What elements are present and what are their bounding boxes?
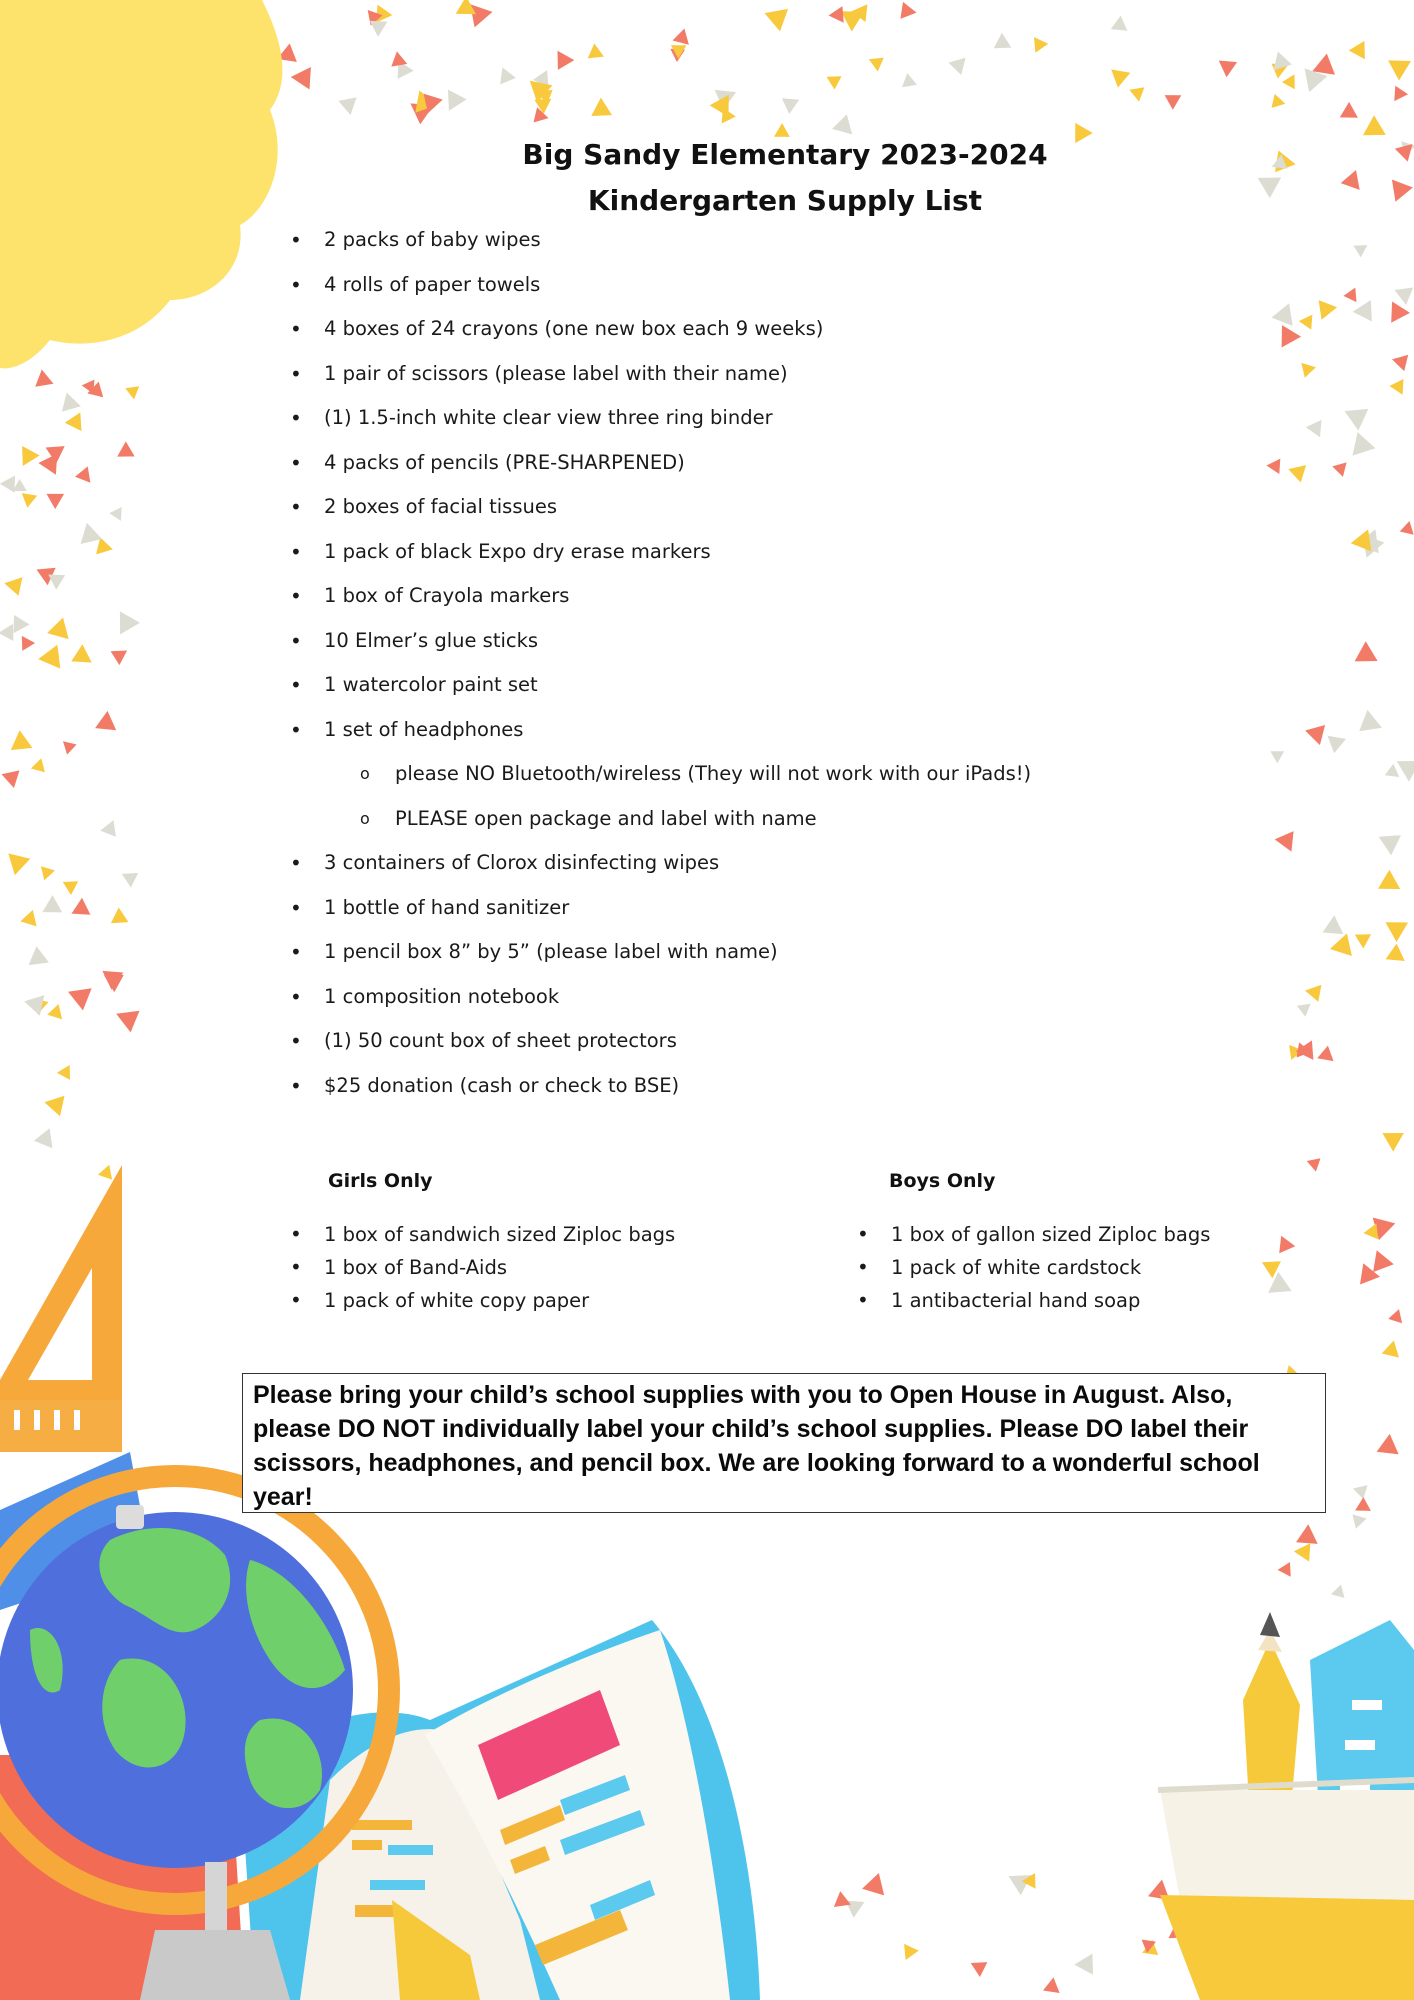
supply-item bbox=[288, 975, 1168, 1020]
confetti-triangle bbox=[1373, 1250, 1394, 1272]
confetti-triangle bbox=[47, 618, 69, 640]
confetti-triangle bbox=[1111, 69, 1130, 87]
confetti-triangle bbox=[558, 51, 575, 70]
confetti-triangle bbox=[1386, 922, 1409, 942]
confetti-triangle bbox=[20, 910, 36, 927]
girls-only-list bbox=[288, 1218, 675, 1317]
confetti-triangle bbox=[1323, 915, 1344, 934]
item-text: PLEASE open package and label with name bbox=[395, 806, 817, 830]
confetti-triangle bbox=[834, 1891, 851, 1907]
item-text: 4 packs of pencils (PRE-SHARPENED) bbox=[324, 450, 685, 474]
supply-item bbox=[288, 352, 1168, 397]
confetti-triangle bbox=[125, 386, 139, 399]
supply-item bbox=[288, 485, 1168, 530]
boys-only-item bbox=[855, 1284, 1210, 1317]
bullet-marker: • bbox=[290, 539, 302, 564]
bullet-marker: • bbox=[290, 450, 302, 475]
item-text: (1) 50 count box of sheet protectors bbox=[324, 1029, 677, 1052]
confetti-triangle bbox=[11, 730, 33, 750]
confetti-triangle bbox=[31, 758, 45, 772]
confetti-triangle bbox=[1330, 933, 1352, 956]
supply-item bbox=[288, 663, 1168, 708]
boys-only-item bbox=[855, 1218, 1210, 1251]
confetti-triangle bbox=[1353, 432, 1376, 456]
item-text: 4 boxes of 24 crayons (one new box each 9 weeks) bbox=[324, 317, 824, 340]
confetti-triangle bbox=[1378, 870, 1400, 889]
confetti-triangle bbox=[4, 577, 22, 596]
item-text: 1 set of headphones bbox=[324, 717, 524, 741]
confetti-triangle bbox=[1352, 1514, 1366, 1528]
confetti-triangle bbox=[1307, 1158, 1321, 1171]
supply-item bbox=[288, 441, 1168, 486]
confetti-triangle bbox=[1319, 300, 1338, 320]
confetti-triangle bbox=[827, 76, 842, 89]
confetti-triangle bbox=[370, 21, 388, 37]
supply-list bbox=[288, 218, 1168, 1108]
confetti-triangle bbox=[1317, 1046, 1333, 1062]
confetti-triangle bbox=[38, 645, 60, 669]
confetti-triangle bbox=[1386, 944, 1405, 961]
boys-only-item bbox=[855, 1251, 1210, 1284]
confetti-triangle bbox=[1377, 1434, 1399, 1454]
bullet-marker: • bbox=[290, 895, 302, 920]
confetti-triangle bbox=[14, 615, 30, 633]
confetti-triangle bbox=[29, 946, 49, 965]
item-text: (1) 1.5-inch white clear view three ring binder bbox=[324, 406, 773, 429]
bullet-marker: • bbox=[290, 406, 302, 430]
item-text: 1 pack of white cardstock bbox=[891, 1256, 1142, 1279]
item-text: 1 antibacterial hand soap bbox=[891, 1289, 1141, 1312]
bullet-marker: • bbox=[290, 495, 302, 519]
confetti-triangle bbox=[63, 881, 78, 895]
item-text: 1 pack of white copy paper bbox=[324, 1289, 590, 1312]
confetti-triangle bbox=[1379, 835, 1401, 855]
confetti-triangle bbox=[0, 476, 15, 493]
confetti-triangle bbox=[1341, 170, 1360, 190]
confetti-triangle bbox=[1395, 288, 1414, 305]
confetti-triangle bbox=[111, 651, 128, 666]
bullet-marker: • bbox=[290, 984, 302, 1009]
confetti-triangle bbox=[1353, 245, 1367, 257]
bullet-marker: • bbox=[290, 717, 302, 742]
boys-only-list bbox=[855, 1218, 1210, 1317]
confetti-triangle bbox=[22, 636, 35, 651]
confetti-triangle bbox=[1305, 985, 1321, 1002]
confetti-triangle bbox=[1034, 37, 1048, 53]
confetti-triangle bbox=[2, 770, 20, 788]
confetti-triangle bbox=[1275, 831, 1294, 852]
sub-bullet-marker: o bbox=[360, 764, 370, 783]
bullet-marker: • bbox=[290, 1222, 302, 1246]
confetti-triangle bbox=[904, 1944, 919, 1960]
item-text: 1 box of Band-Aids bbox=[324, 1256, 508, 1279]
confetti-triangle bbox=[1301, 363, 1316, 378]
confetti-triangle bbox=[1266, 459, 1280, 474]
confetti-triangle bbox=[41, 866, 55, 880]
confetti-triangle bbox=[117, 441, 135, 456]
confetti-triangle bbox=[100, 820, 116, 837]
confetti-triangle bbox=[994, 33, 1012, 49]
confetti-triangle bbox=[470, 4, 492, 27]
confetti-triangle bbox=[1297, 1004, 1311, 1017]
item-text: 4 rolls of paper towels bbox=[324, 272, 541, 296]
confetti-triangle bbox=[44, 1096, 64, 1117]
confetti-triangle bbox=[900, 2, 916, 19]
confetti-triangle bbox=[47, 1004, 62, 1019]
bullet-marker: • bbox=[857, 1288, 869, 1312]
confetti-triangle bbox=[47, 494, 65, 509]
confetti-triangle bbox=[122, 873, 138, 888]
confetti-triangle bbox=[1129, 87, 1144, 101]
confetti-triangle bbox=[1355, 934, 1371, 948]
confetti-triangle bbox=[1388, 1309, 1402, 1323]
confetti-triangle bbox=[48, 575, 65, 590]
bullet-marker: • bbox=[290, 1255, 302, 1279]
confetti-triangle bbox=[1294, 1543, 1311, 1561]
confetti-triangle bbox=[1397, 761, 1414, 782]
confetti-triangle bbox=[500, 67, 516, 84]
confetti-triangle bbox=[869, 58, 884, 72]
confetti-triangle bbox=[42, 895, 62, 912]
confetti-triangle bbox=[588, 44, 604, 59]
bullet-marker: • bbox=[290, 361, 302, 386]
confetti-triangle bbox=[120, 611, 140, 634]
supply-item bbox=[288, 619, 1168, 664]
confetti-triangle bbox=[111, 908, 128, 924]
confetti-triangle bbox=[448, 90, 467, 111]
school-name-year: Big Sandy Elementary 2023-2024 bbox=[522, 138, 1048, 171]
confetti-triangle bbox=[1345, 409, 1369, 431]
item-text: please NO Bluetooth/wireless (They will not work with our iPads!) bbox=[395, 762, 1032, 785]
confetti-triangle bbox=[1353, 1485, 1368, 1499]
confetti-triangle bbox=[1074, 1954, 1093, 1975]
confetti-triangle bbox=[1270, 751, 1284, 763]
confetti-triangle bbox=[1282, 325, 1302, 347]
confetti-triangle bbox=[34, 1128, 53, 1148]
notice-box bbox=[242, 1373, 1326, 1513]
confetti-triangle bbox=[22, 446, 40, 466]
item-text: 1 box of sandwich sized Ziploc bags bbox=[324, 1223, 676, 1246]
confetti-triangle bbox=[98, 1165, 112, 1180]
girls-only-item bbox=[288, 1284, 675, 1317]
bullet-marker: • bbox=[857, 1255, 869, 1279]
confetti-triangle bbox=[1332, 462, 1346, 477]
confetti-triangle bbox=[1391, 302, 1410, 323]
confetti-triangle bbox=[1343, 288, 1356, 303]
confetti-triangle bbox=[1364, 1223, 1379, 1239]
confetti-triangle bbox=[829, 6, 844, 23]
girls-only-item bbox=[288, 1218, 675, 1251]
confetti-triangle bbox=[1299, 315, 1313, 330]
confetti-triangle bbox=[1392, 180, 1413, 202]
confetti-triangle bbox=[65, 412, 82, 431]
item-text: 10 Elmer’s glue sticks bbox=[324, 628, 539, 652]
list-title: Kindergarten Supply List bbox=[587, 184, 983, 217]
item-text: 2 boxes of facial tissues bbox=[324, 495, 558, 518]
bullet-marker: • bbox=[290, 228, 302, 252]
triangle-ruler-icon bbox=[0, 1165, 122, 1452]
yellow-blob bbox=[0, 0, 282, 368]
confetti-triangle bbox=[673, 29, 689, 45]
item-text: 1 pack of black Expo dry erase markers bbox=[324, 539, 711, 563]
supply-item bbox=[288, 841, 1168, 886]
bullet-marker: • bbox=[290, 673, 302, 697]
item-text: 1 watercolor paint set bbox=[324, 673, 538, 696]
boys-only-heading: Boys Only bbox=[889, 1170, 996, 1192]
confetti-triangle bbox=[1395, 144, 1413, 162]
supply-item bbox=[288, 1019, 1168, 1064]
confetti-triangle bbox=[1349, 41, 1365, 59]
confetti-triangle bbox=[1306, 420, 1322, 437]
pencil-cup-icon bbox=[1158, 1612, 1414, 2000]
confetti-triangle bbox=[35, 370, 53, 387]
supply-item bbox=[288, 930, 1168, 975]
confetti-triangle bbox=[75, 466, 90, 482]
confetti-triangle bbox=[1288, 465, 1306, 482]
bullet-marker: • bbox=[290, 1029, 302, 1053]
confetti-triangle bbox=[1296, 1524, 1318, 1544]
confetti-triangle bbox=[57, 1065, 70, 1080]
confetti-triangle bbox=[1388, 60, 1411, 80]
confetti-triangle bbox=[862, 1873, 884, 1895]
confetti-triangle bbox=[782, 98, 799, 114]
confetti-triangle bbox=[1359, 710, 1382, 731]
confetti-triangle bbox=[0, 624, 13, 641]
item-text: 1 pencil box 8” by 5” (please label with name) bbox=[324, 940, 778, 963]
girls-only-heading: Girls Only bbox=[328, 1170, 433, 1192]
confetti-triangle bbox=[8, 853, 30, 875]
bullet-marker: • bbox=[290, 851, 302, 875]
confetti-triangle bbox=[81, 523, 103, 544]
document-title bbox=[290, 132, 1280, 224]
confetti-triangle bbox=[1392, 355, 1408, 371]
confetti-triangle bbox=[1355, 1497, 1371, 1511]
confetti-triangle bbox=[902, 73, 917, 87]
confetti-triangle bbox=[591, 98, 612, 116]
item-text: 1 box of gallon sized Ziploc bags bbox=[891, 1223, 1211, 1246]
confetti-triangle bbox=[291, 67, 311, 90]
confetti-triangle bbox=[1278, 1562, 1291, 1577]
item-text: 1 bottle of hand sanitizer bbox=[324, 895, 570, 919]
confetti-triangle bbox=[1111, 16, 1128, 31]
item-text: 2 packs of baby wipes bbox=[324, 228, 541, 251]
supply-item bbox=[288, 886, 1168, 931]
confetti-triangle bbox=[1353, 300, 1372, 322]
confetti-triangle bbox=[1355, 641, 1378, 661]
confetti-triangle bbox=[949, 58, 966, 75]
confetti-triangle bbox=[971, 1962, 988, 1977]
confetti-triangle bbox=[1351, 529, 1372, 551]
confetti-triangle bbox=[1382, 1133, 1403, 1152]
supply-sub-item bbox=[288, 797, 1168, 842]
bullet-marker: • bbox=[290, 940, 302, 964]
sub-bullet-marker: o bbox=[360, 808, 370, 828]
supply-item bbox=[288, 396, 1168, 441]
confetti-triangle bbox=[1389, 379, 1403, 395]
confetti-triangle bbox=[1394, 86, 1408, 101]
supply-item bbox=[288, 530, 1168, 575]
confetti-triangle bbox=[1340, 102, 1358, 118]
girls-only-item bbox=[288, 1251, 675, 1284]
confetti-triangle bbox=[1272, 303, 1293, 325]
confetti-triangle bbox=[96, 537, 113, 554]
supply-sub-item bbox=[288, 752, 1168, 797]
confetti-triangle bbox=[1305, 725, 1325, 745]
confetti-triangle bbox=[63, 741, 77, 754]
notice-text: Please bring your child’s school supplies with you to Open House in August. Also, please DO NOT individually label your child’s school supplies. Please DO label their scissors, headphones, and pencil box. We are looking forward to a wonderful school year! bbox=[253, 1381, 1260, 1511]
confetti-triangle bbox=[22, 493, 37, 508]
item-text: $25 donation (cash or check to BSE) bbox=[324, 1073, 680, 1097]
confetti-triangle bbox=[1328, 736, 1347, 754]
item-text: 1 pair of scissors (please label with their name) bbox=[324, 361, 788, 385]
confetti-triangle bbox=[722, 108, 736, 124]
confetti-triangle bbox=[1400, 521, 1414, 535]
confetti-triangle bbox=[24, 995, 44, 1016]
confetti-triangle bbox=[1363, 115, 1386, 135]
confetti-triangle bbox=[1219, 61, 1237, 78]
confetti-triangle bbox=[62, 393, 81, 412]
confetti-triangle bbox=[1282, 74, 1295, 89]
confetti-triangle bbox=[391, 51, 407, 66]
confetti-triangle bbox=[1331, 1585, 1345, 1599]
confetti-triangle bbox=[1312, 54, 1335, 75]
confetti-triangle bbox=[1279, 1236, 1295, 1253]
supply-item bbox=[288, 1064, 1168, 1109]
item-text: 1 box of Crayola markers bbox=[324, 584, 570, 607]
bullet-marker: • bbox=[857, 1222, 869, 1246]
confetti-triangle bbox=[72, 898, 91, 915]
confetti-triangle bbox=[1385, 764, 1400, 777]
bullet-marker: • bbox=[290, 584, 302, 608]
supply-item bbox=[288, 218, 1168, 263]
confetti-triangle bbox=[109, 507, 121, 521]
confetti-triangle bbox=[71, 644, 91, 662]
confetti-triangle bbox=[1272, 94, 1286, 108]
supply-item bbox=[288, 708, 1168, 753]
supply-item bbox=[288, 574, 1168, 619]
confetti-triangle bbox=[765, 9, 789, 32]
item-text: 1 composition notebook bbox=[324, 984, 560, 1008]
bullet-marker: • bbox=[290, 628, 302, 653]
confetti-triangle bbox=[38, 454, 57, 475]
confetti-triangle bbox=[68, 988, 92, 1010]
supply-item bbox=[288, 307, 1168, 352]
confetti-triangle bbox=[95, 711, 116, 730]
bullet-marker: • bbox=[290, 317, 302, 341]
bullet-marker: • bbox=[290, 272, 302, 297]
confetti-triangle bbox=[1382, 1341, 1399, 1358]
bullet-marker: • bbox=[290, 1288, 302, 1312]
item-text: 3 containers of Clorox disinfecting wipes bbox=[324, 851, 720, 874]
confetti-triangle bbox=[1165, 95, 1182, 110]
supply-item bbox=[288, 263, 1168, 308]
confetti-triangle bbox=[82, 380, 95, 394]
confetti-triangle bbox=[1043, 1977, 1060, 1993]
confetti-triangle bbox=[116, 1011, 139, 1033]
bullet-marker: • bbox=[290, 1073, 302, 1098]
confetti-triangle bbox=[338, 97, 356, 115]
